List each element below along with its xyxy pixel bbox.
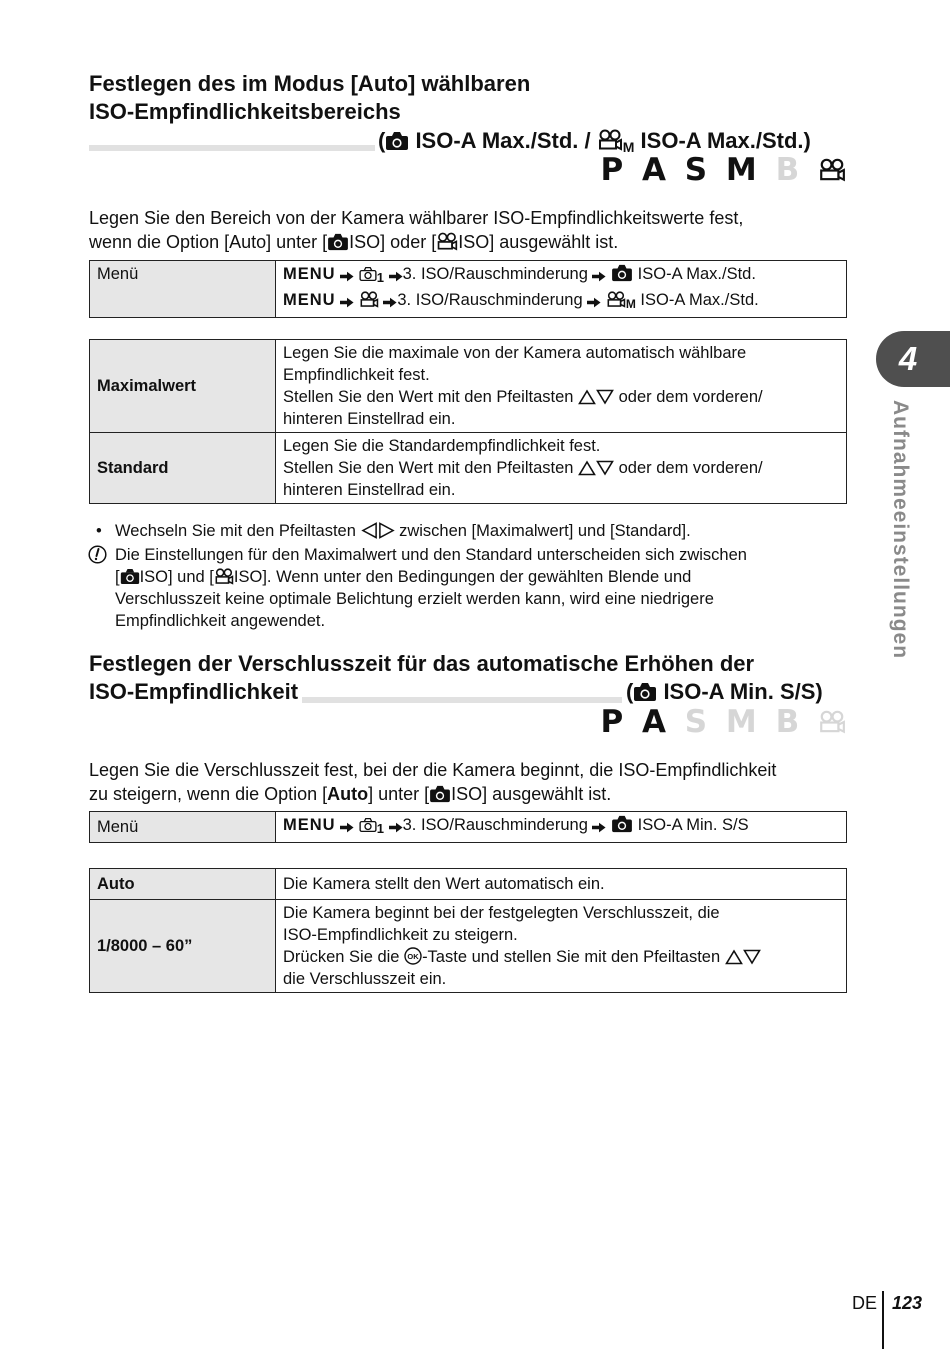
camera-icon [120,568,140,585]
section2-subheading: ( ISO-A Min. S/S) [626,679,823,704]
section2-menu-table [89,811,847,843]
option-key: Maximalwert [90,340,276,433]
caution-note: Die Einstellungen für den Maximalwert und den Standard unterscheiden sich zwischen [ ISO] und [ ISO]. Wenn unter den Bedingungen der gewählten Blende und Verschlusszeit keine optimale Belichtung erzielt werden kann, wird eine niedrigere Empfindlichkeit angewendet. [96,544,836,632]
arrow-right-icon [378,522,395,539]
camera-icon [385,131,409,151]
camera-icon [429,785,451,803]
mode-p: P [600,152,628,188]
arrow-icon [592,271,606,282]
section1-menu-table [89,260,847,318]
menu-label: Menü [90,261,276,318]
footer-divider [882,1291,884,1349]
caution-icon [88,545,107,570]
mode-p: P [600,704,628,740]
shooting-menu-icon [359,817,377,833]
section1-intro: Legen Sie den Bereich von der Kamera wählbarer ISO-Empfindlichkeitswerte fest, wenn die Option [Auto] unter [ ISO] oder [ ISO] ausgewählt ist. [89,208,744,252]
mode-s: S [684,704,712,740]
svg-text:OK: OK [407,952,419,961]
arrow-icon [340,822,354,833]
ok-button-icon [404,947,422,965]
arrow-up-icon [725,949,743,965]
menu-path: MENU 1 3. ISO/Rauschminderung ISO-A Min. S/S [276,812,847,843]
arrow-up-icon [578,389,596,405]
option-key: Auto [90,869,276,900]
section1-mode-indicators [600,152,846,188]
mode-a: A [641,704,670,740]
mode-b: B [775,704,804,740]
option-key: Standard [90,433,276,504]
menu-label: Menü [90,812,276,843]
section1-notes [96,520,836,632]
section1-title-line2: ISO-Empfindlichkeitsbereichs [89,99,401,124]
video-menu-icon [359,291,379,308]
arrow-down-icon [743,949,761,965]
section1-subheading: ( ISO-A Max./Std. / M ISO-A Max./Std.) [378,128,811,155]
option-description: Legen Sie die maximale von der Kamera automatisch wählbare Empfindlichkeit fest. Stellen Sie den Wert mit den Pfeiltasten oder dem vorderen/ hinteren Einstellrad ein. [276,340,847,433]
bullet-note: • Wechseln Sie mit den Pfeiltasten zwischen [Maximalwert] und [Standard]. [96,522,691,540]
arrow-icon [389,271,403,282]
movie-mode-icon [818,158,846,182]
section2-intro: Legen Sie die Verschlusszeit fest, bei der die Kamera beginnt, die ISO-Empfindlichkeit zu steigern, wenn die Option [Auto] unter [ ISO] ausgewählt ist. [89,760,777,804]
table-row [90,869,847,900]
camera-icon [611,815,633,833]
shooting-menu-icon [359,266,377,282]
movie-icon [214,568,234,585]
table-row [90,900,847,993]
arrow-icon [383,297,397,308]
section2-mode-indicators [600,704,846,740]
section1-title-line1: Festlegen des im Modus [Auto] wählbaren [89,71,531,96]
section2-title-line2: ISO-Empfindlichkeit [89,678,302,706]
movie-mode-subscript: M [622,139,635,155]
heading-rule [89,145,375,151]
mode-m: M [725,704,761,740]
menu-row [90,261,847,318]
arrow-down-icon [596,460,614,476]
option-key: 1/8000 – 60” [90,900,276,993]
section2-title-line1: Festlegen der Verschlusszeit für das automatische Erhöhen der [89,651,755,676]
arrow-icon [587,297,601,308]
table-row [90,340,847,433]
section1-options-table [89,339,847,504]
arrow-icon [340,271,354,282]
page-number: 123 [892,1293,923,1313]
option-description: Die Kamera beginnt bei der festgelegten Verschlusszeit, die ISO-Empfindlichkeit zu steigern. Drücken Sie die OK -Taste und stellen Sie mit den Pfeiltasten die Verschlusszeit ein. [276,900,847,993]
arrow-icon [592,822,606,833]
chapter-label: Aufnahmeeinstellungen [889,400,912,660]
option-description: Die Kamera stellt den Wert automatisch ein. [276,869,847,900]
camera-icon [327,233,349,251]
arrow-icon [340,297,354,308]
option-description: Legen Sie die Standardempfindlichkeit fest. Stellen Sie den Wert mit den Pfeiltasten oder dem vorderen/ hinteren Einstellrad ein. [276,433,847,504]
camera-icon [633,682,657,702]
movie-icon [597,129,623,151]
arrow-icon [389,822,403,833]
menu-path: MENU 1 3. ISO/Rauschminderung ISO-A Max./Std. MENU 3. ISO/Rauschminderung M ISO-A Max./Std. [276,261,847,318]
mode-m: M [725,152,761,188]
mode-s: S [684,152,712,188]
arrow-left-icon [361,522,378,539]
mode-b: B [775,152,804,188]
arrow-down-icon [596,389,614,405]
movie-icon [606,291,626,308]
movie-icon [436,232,458,251]
camera-icon [611,264,633,282]
footer-language: DE [852,1293,878,1313]
chapter-number: 4 [898,340,918,377]
menu-row [90,812,847,843]
arrow-up-icon [578,460,596,476]
movie-mode-icon [818,710,846,734]
section2-options-table [89,868,847,993]
table-row [90,433,847,504]
mode-a: A [641,152,670,188]
